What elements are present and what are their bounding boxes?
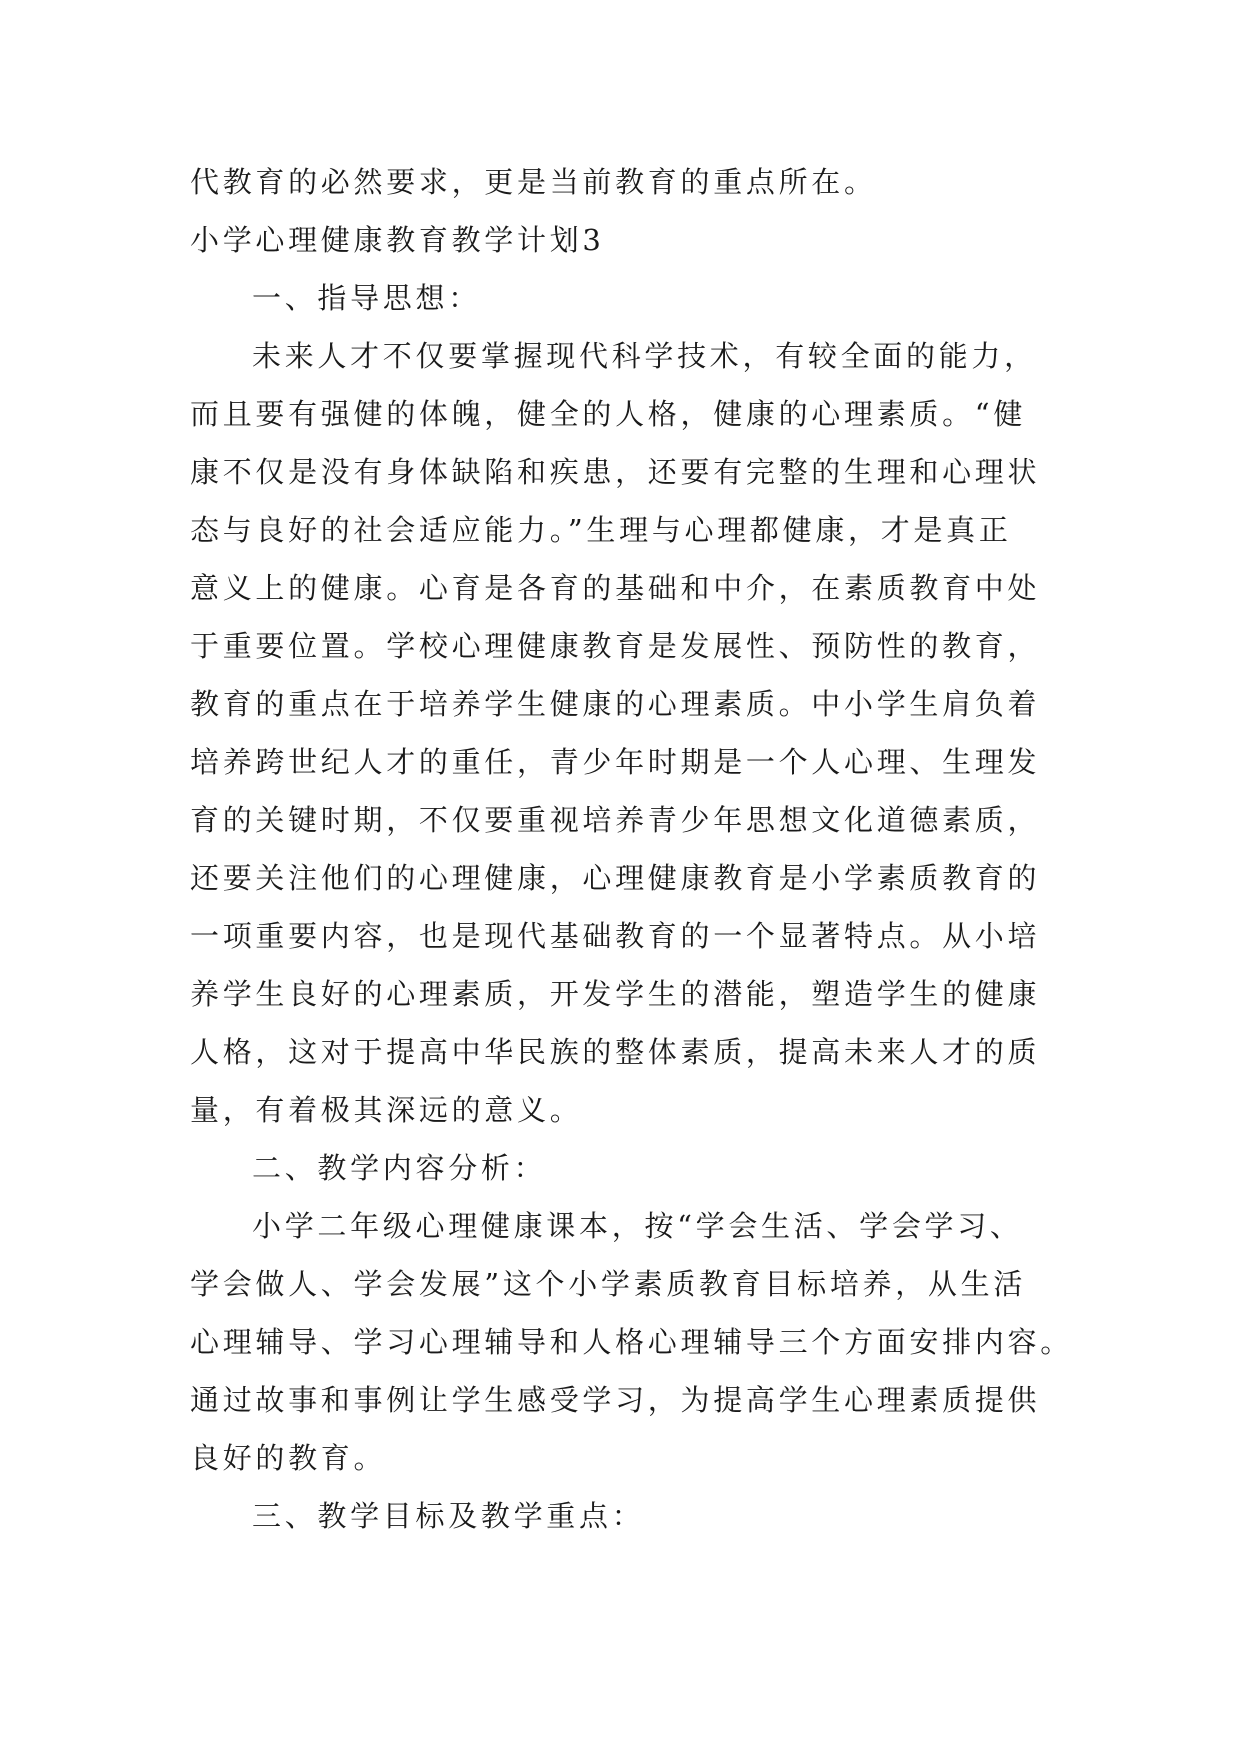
paragraph-line: 育的关键时期，不仅要重视培养青少年思想文化道德素质，: [190, 803, 1041, 837]
paragraph-line: 心理辅导、学习心理辅导和人格心理辅导三个方面安排内容。: [190, 1325, 1073, 1359]
section-paragraph-2: [190, 1197, 1073, 1487]
document-body: [190, 153, 1073, 1545]
section-title-1: 一、指导思想：: [252, 281, 481, 315]
paragraph-line: 培养跨世纪人才的重任，青少年时期是一个人心理、生理发: [190, 745, 1041, 779]
paragraph-line: 一项重要内容，也是现代基础教育的一个显著特点。从小培: [190, 919, 1041, 953]
paragraph-line: 还要关注他们的心理健康，心理健康教育是小学素质教育的: [190, 861, 1041, 895]
document-heading: 小学心理健康教育教学计划3: [190, 223, 605, 257]
paragraph-line: 态与良好的社会适应能力。”生理与心理都健康，才是真正: [190, 513, 1012, 547]
section-title-2: 二、教学内容分析：: [252, 1151, 547, 1185]
paragraph-line: 意义上的健康。心育是各育的基础和中介，在素质教育中处: [190, 571, 1041, 605]
paragraph-line: 未来人才不仅要掌握现代科学技术，有较全面的能力，: [252, 339, 1037, 373]
section-paragraph-1: [190, 327, 1070, 1139]
paragraph-line: 而且要有强健的体魄，健全的人格，健康的心理素质。“健: [190, 397, 1027, 431]
paragraph-line: 学会做人、学会发展”这个小学素质教育目标培养，从生活: [190, 1267, 1027, 1301]
paragraph-line: 良好的教育。: [190, 1441, 387, 1475]
paragraph-line: 人格，这对于提高中华民族的整体素质，提高未来人才的质: [190, 1035, 1041, 1069]
paragraph-line: 量，有着极其深远的意义。: [190, 1093, 583, 1127]
paragraph-line: 康不仅是没有身体缺陷和疾患，还要有完整的生理和心理状: [190, 455, 1041, 489]
paragraph-line: 于重要位置。学校心理健康教育是发展性、预防性的教育，: [190, 629, 1041, 663]
paragraph-line: 小学二年级心理健康课本，按“学会生活、学会学习、: [252, 1209, 1023, 1243]
paragraph-line: 养学生良好的心理素质，开发学生的潜能，塑造学生的健康: [190, 977, 1041, 1011]
section-title-3: 三、教学目标及教学重点：: [252, 1499, 645, 1533]
continuation-line: 代教育的必然要求，更是当前教育的重点所在。: [190, 165, 877, 199]
paragraph-line: 教育的重点在于培养学生健康的心理素质。中小学生肩负着: [190, 687, 1041, 721]
paragraph-line: 通过故事和事例让学生感受学习，为提高学生心理素质提供: [190, 1383, 1041, 1417]
